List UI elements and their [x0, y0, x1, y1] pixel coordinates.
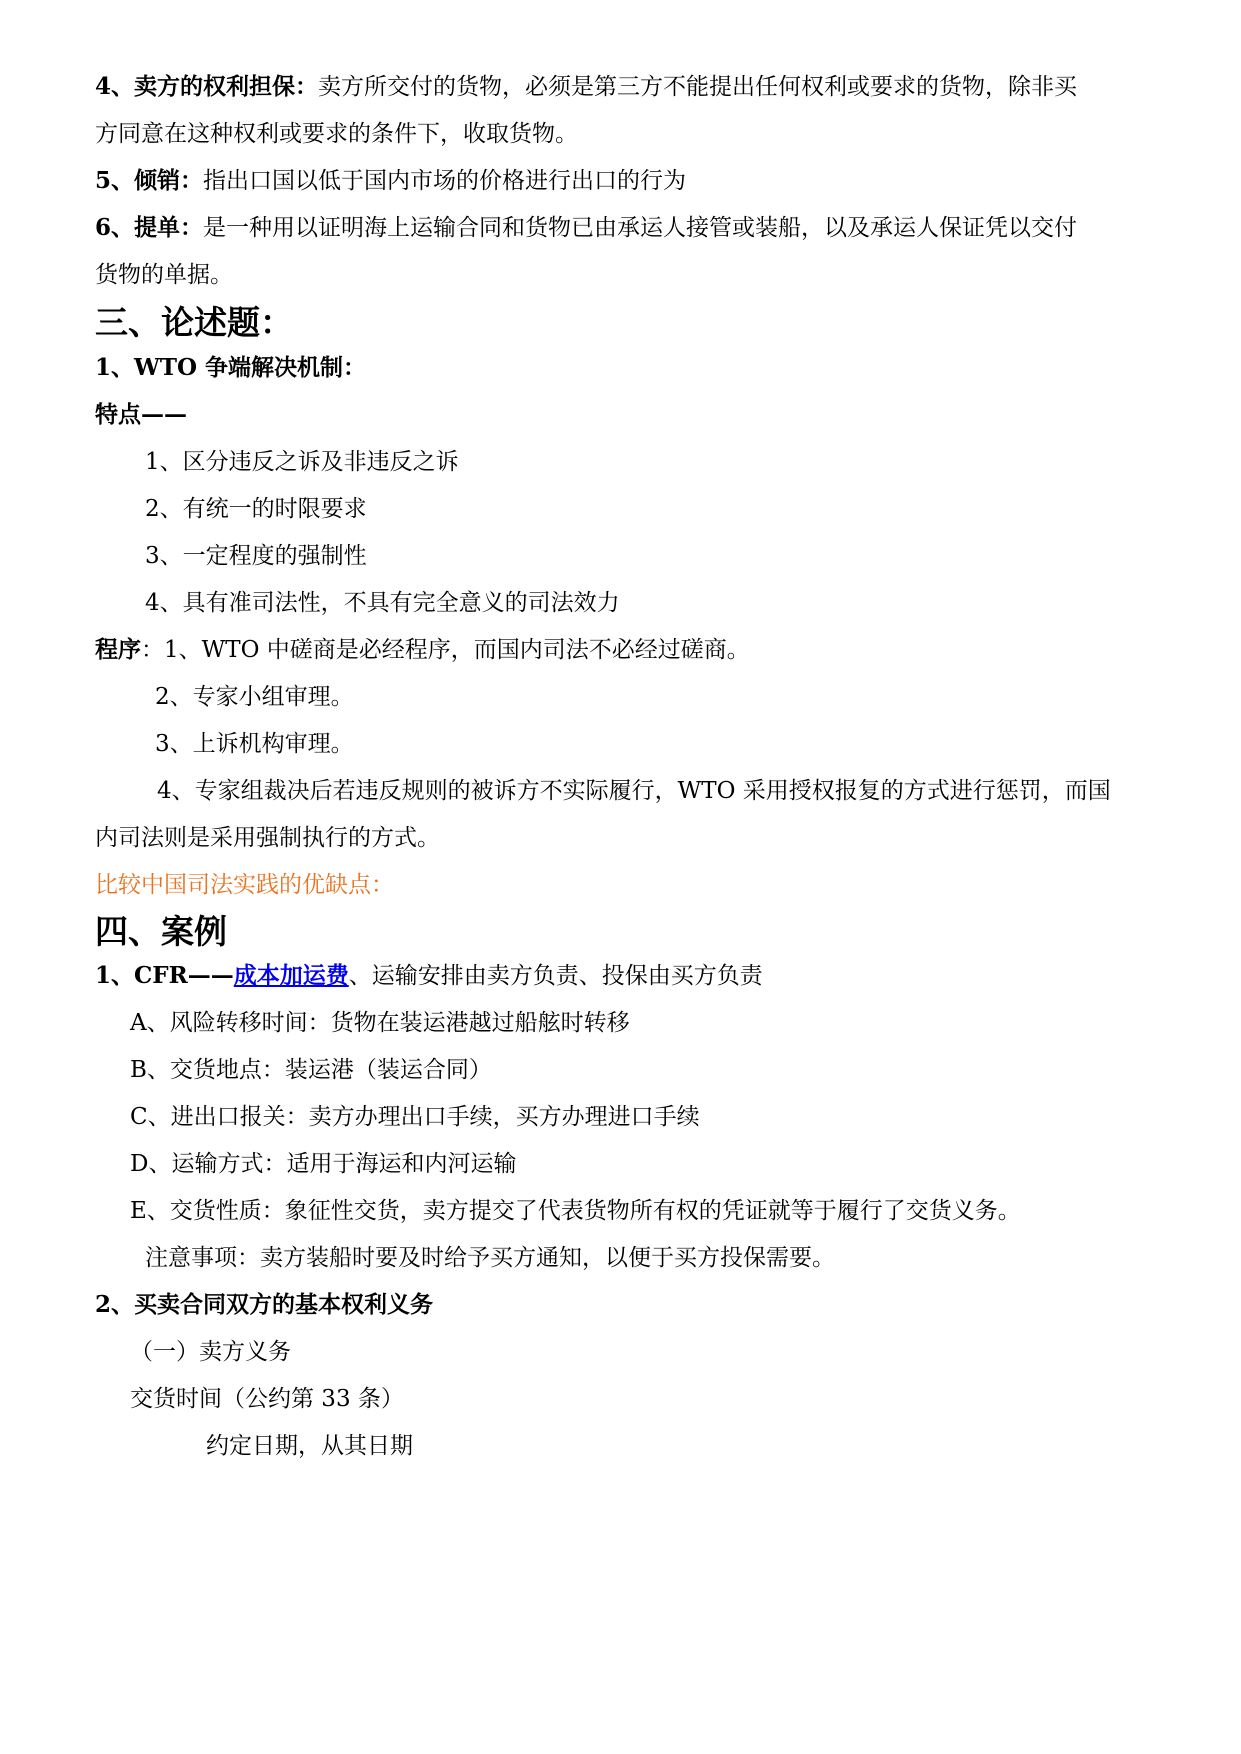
case1-item: B、交货地点：装运港（装运合同）	[130, 1057, 492, 1083]
procedure-item: 3、上诉机构审理。	[155, 731, 354, 757]
case1-item: E、交货性质：象征性交货，卖方提交了代表货物所有权的凭证就等于履行了交货义务。	[130, 1198, 1021, 1224]
question1-title: 1、WTO 争端解决机制：	[95, 354, 366, 381]
feature-item: 1、区分违反之诉及非违反之诉	[145, 449, 459, 475]
item4-line1	[95, 72, 1077, 102]
procedure-item4-line1: 4、专家组裁决后若违反规则的被诉方不实际履行，WTO 采用授权报复的方式进行惩罚，而国	[157, 778, 1111, 804]
case2-subheading: （一）卖方义务	[130, 1339, 291, 1365]
feature-item: 3、一定程度的强制性	[145, 543, 367, 569]
item6-term: 6、提单：	[95, 214, 204, 241]
feature-item: 4、具有准司法性，不具有完全意义的司法效力	[145, 590, 620, 616]
case1-item: D、运输方式：适用于海运和内河运输	[130, 1151, 517, 1177]
case1-note: 注意事项：卖方装船时要及时给予买方通知，以便于买方投保需要。	[145, 1245, 835, 1271]
case1-prefix: 1、CFR——	[95, 962, 234, 989]
features-label: 特点——	[95, 401, 187, 428]
item6-line2: 货物的单据。	[95, 262, 233, 288]
section4-heading: 四、案例	[95, 912, 227, 951]
item4-line2: 方同意在这种权利或要求的条件下，收取货物。	[95, 121, 578, 147]
compare-line: 比较中国司法实践的优缺点：	[95, 872, 394, 898]
item5-text: 指出口国以低于国内市场的价格进行出口的行为	[203, 168, 687, 194]
case1-item: A、风险转移时间：货物在装运港越过船舷时转移	[130, 1010, 630, 1036]
procedure-label: 程序	[95, 636, 141, 663]
case2-time: 交货时间（公约第 33 条）	[130, 1386, 404, 1412]
item6-text1: 是一种用以证明海上运输合同和货物已由承运人接管或装船，以及承运人保证凭以交付	[203, 215, 1078, 241]
item4-term: 4、卖方的权利担保：	[95, 73, 319, 100]
cfr-link[interactable]: 成本加运费	[233, 962, 349, 989]
case1-title	[95, 961, 763, 991]
feature-item: 2、有统一的时限要求	[145, 496, 367, 522]
item5-term: 5、倾销：	[95, 167, 204, 194]
procedure-item4-line2: 内司法则是采用强制执行的方式。	[95, 825, 440, 851]
item6-line1	[95, 213, 1077, 243]
case2-detail: 约定日期，从其日期	[206, 1433, 413, 1459]
procedure-first: ：1、WTO 中磋商是必经程序，而国内司法不必经过磋商。	[141, 637, 750, 663]
item4-text1: 卖方所交付的货物，必须是第三方不能提出任何权利或要求的货物，除非买	[318, 74, 1078, 100]
case1-item: C、进出口报关：卖方办理出口手续，买方办理进口手续	[130, 1104, 700, 1130]
procedure-item: 2、专家小组审理。	[155, 684, 354, 710]
case1-rest: 、运输安排由卖方负责、投保由买方负责	[348, 963, 763, 989]
section3-heading: 三、论述题：	[95, 303, 293, 342]
item5-line	[95, 166, 686, 196]
procedure-line1	[95, 635, 750, 665]
case2-title: 2、买卖合同双方的基本权利义务	[95, 1291, 434, 1318]
